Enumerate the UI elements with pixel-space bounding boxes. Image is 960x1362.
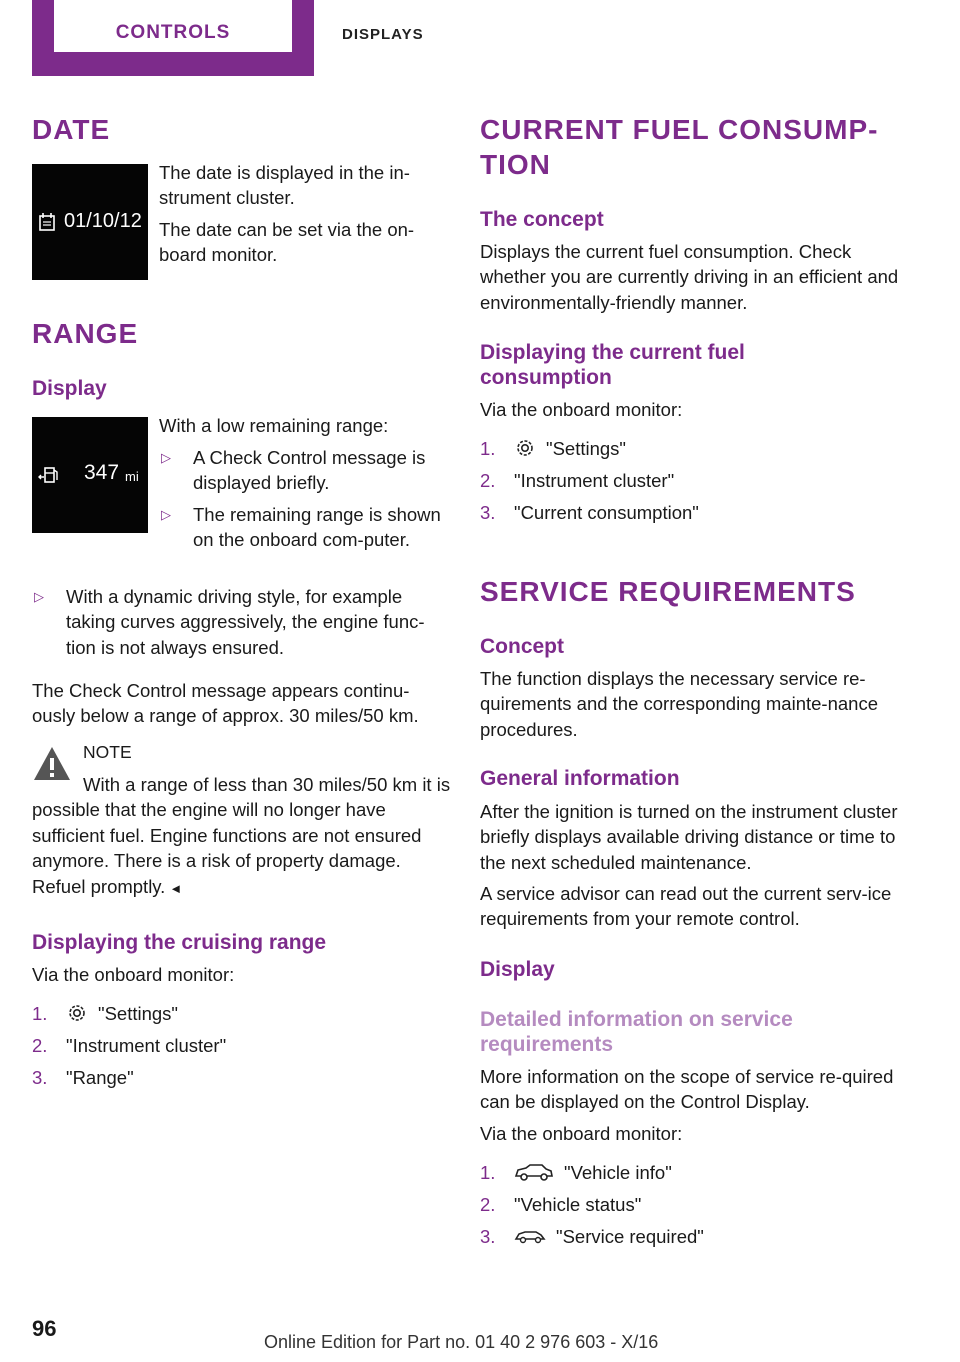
range-step-2: "Instrument cluster"	[66, 1035, 227, 1056]
service-concept-text: The function displays the necessary service re-quirements and the corresponding mainte-nance procedures.	[480, 668, 878, 740]
service-concept-heading: Concept	[480, 635, 564, 658]
bullet-marker: ▷	[161, 450, 171, 465]
service-detailed-heading-line-1: Detailed information on service	[480, 1008, 793, 1031]
range-bullet-1: A Check Control message is displayed briefly.	[193, 447, 426, 494]
service-general-paragraph-1: After the ignition is turned on the instrument cluster briefly displays available driving distance or time to the next scheduled maintenance.	[480, 801, 898, 873]
range-step-1-label: "Settings"	[98, 1003, 178, 1024]
fuel-concept-text: Displays the current fuel consumption. Check whether you are currently driving in an efficient and environmentally-friendly manner.	[480, 241, 899, 313]
note-text	[32, 772, 452, 901]
cruising-range-heading: Displaying the cruising range	[32, 931, 327, 954]
fuel-step-3: "Current consumption"	[514, 502, 699, 523]
fuel-display-heading-line-1: Displaying the current fuel	[480, 341, 745, 364]
step-number: 3.	[480, 502, 496, 523]
step-number: 1.	[480, 1162, 496, 1183]
service-car-icon	[514, 1226, 546, 1246]
footer-edition: Online Edition for Part no. 01 40 2 976 603 - X/16	[264, 1332, 659, 1352]
date-paragraph-1: The date is displayed in the in-strument cluster.	[159, 162, 410, 209]
tab-controls-label: CONTROLS	[54, 0, 292, 52]
fuel-step-1	[514, 436, 626, 461]
date-display-text: 01/10/12	[64, 210, 142, 232]
range-display-image	[32, 417, 148, 533]
range-bullet-2: The remaining range is shown on the onboard com-puter.	[193, 504, 441, 551]
header-tabbar	[0, 0, 960, 78]
bullet-marker: ▷	[161, 507, 171, 522]
service-via: Via the onboard monitor:	[480, 1123, 683, 1144]
note-label: NOTE	[83, 742, 132, 762]
fuel-display-heading-line-2: consumption	[480, 366, 612, 389]
range-bullet-3: With a dynamic driving style, for example taking curves aggressively, the engine func-tion is not always ensured.	[66, 586, 425, 658]
fuel-step-1-label: "Settings"	[546, 438, 626, 459]
page-number: 96	[32, 1316, 57, 1341]
service-step-2: "Vehicle status"	[514, 1194, 642, 1215]
service-detailed-heading-line-2: requirements	[480, 1033, 614, 1056]
step-number: 2.	[32, 1035, 48, 1056]
service-heading: SERVICE REQUIREMENTS	[480, 576, 856, 607]
fuel-via: Via the onboard monitor:	[480, 399, 683, 420]
range-intro: With a low remaining range:	[159, 415, 389, 436]
service-step-1-label: "Vehicle info"	[564, 1162, 672, 1183]
service-step-3-label: "Service required"	[556, 1226, 704, 1247]
tab-controls[interactable]	[32, 0, 314, 76]
step-number: 3.	[480, 1226, 496, 1247]
note-end-mark: ◄	[169, 880, 183, 896]
service-general-heading: General information	[480, 767, 680, 790]
service-general-paragraph-2: A service advisor can read out the current serv-ice requirements from your remote control.	[480, 883, 892, 930]
bullet-marker: ▷	[34, 589, 44, 604]
service-display-heading: Display	[480, 958, 555, 981]
step-number: 2.	[480, 1194, 496, 1215]
settings-gear-icon	[66, 1002, 88, 1024]
service-step-3	[514, 1224, 704, 1249]
calendar-icon	[38, 212, 56, 232]
fuel-step-2: "Instrument cluster"	[514, 470, 675, 491]
range-step-1	[66, 1001, 178, 1026]
fuel-pump-icon	[38, 465, 60, 485]
step-number: 2.	[480, 470, 496, 491]
step-number: 1.	[480, 438, 496, 459]
note-body: With a range of less than 30 miles/50 km it is possible that the engine will no longer have sufficient fuel. Engine functions are not ensured anymore. There is a risk of property damage. Refuel promptly.	[32, 774, 451, 897]
range-step-3: "Range"	[66, 1067, 134, 1088]
fuel-concept-heading: The concept	[480, 208, 604, 231]
date-heading: DATE	[32, 114, 111, 145]
step-number: 3.	[32, 1067, 48, 1088]
date-display-image	[32, 164, 148, 280]
range-display-heading: Display	[32, 377, 107, 400]
vehicle-icon	[514, 1162, 554, 1182]
cruising-range-via: Via the onboard monitor:	[32, 964, 235, 985]
step-number: 1.	[32, 1003, 48, 1024]
date-paragraph-2: The date can be set via the on-board monitor.	[159, 219, 415, 266]
fuel-heading-line-2: TION	[480, 149, 551, 180]
range-display-unit: mi	[125, 469, 139, 484]
tab-displays[interactable]: DISPLAYS	[342, 26, 424, 43]
range-check-control-paragraph: The Check Control message appears continu-ously below a range of approx. 30 miles/50 km.	[32, 680, 419, 727]
fuel-heading-line-1: CURRENT FUEL CONSUMP-	[480, 114, 879, 145]
service-detailed-paragraph: More information on the scope of service re-quired can be displayed on the Control Display.	[480, 1066, 894, 1113]
range-heading: RANGE	[32, 318, 139, 349]
service-step-1	[514, 1160, 672, 1185]
settings-gear-icon	[514, 437, 536, 459]
range-display-value: 347	[84, 461, 120, 484]
